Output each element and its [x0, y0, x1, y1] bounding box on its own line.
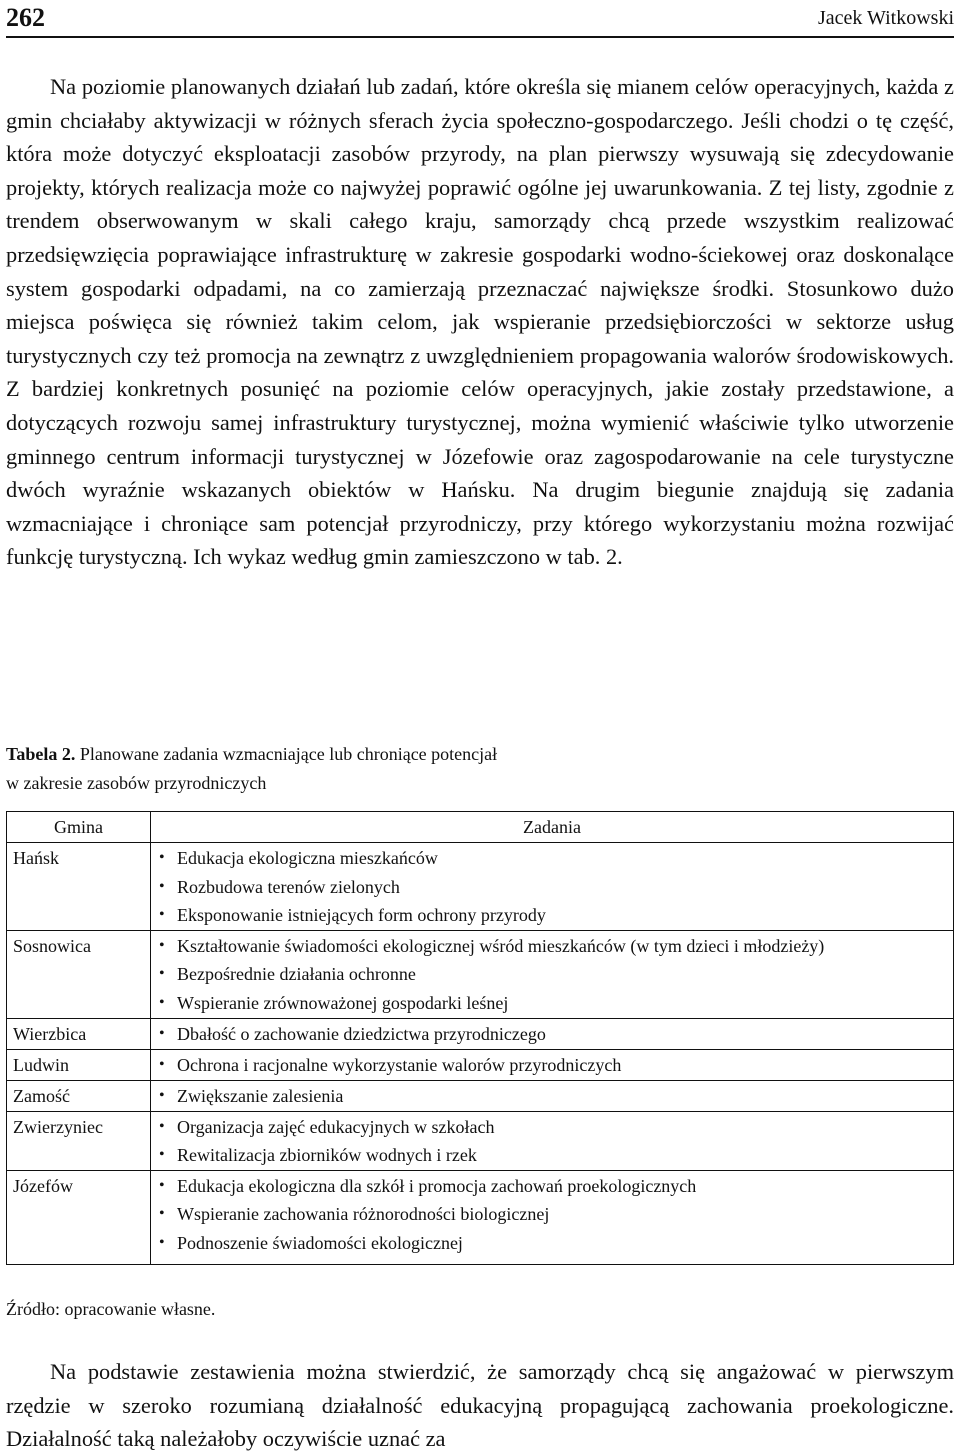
- task-item: [151, 960, 953, 989]
- zadania-cell: [151, 843, 954, 931]
- table-row: [7, 1080, 954, 1111]
- table-caption-title: Planowane zadania wzmacniające lub chroniące potencjał: [79, 744, 498, 764]
- zadania-cell: [151, 1170, 954, 1264]
- gmina-cell: Zamość: [7, 1080, 151, 1111]
- tasks-table: [6, 811, 954, 1265]
- bullet-icon: •: [159, 1146, 165, 1164]
- bullet-icon: •: [159, 1117, 165, 1135]
- task-item: [151, 873, 953, 902]
- running-head-author: Jacek Witkowski: [817, 7, 954, 29]
- column-header-gmina: Gmina: [7, 812, 151, 843]
- task-text: Kształtowanie świadomości ekologicznej wśród mieszkańców (w tym dzieci i młodzieży): [177, 935, 825, 956]
- table-row: [7, 1170, 954, 1264]
- bullet-icon: •: [159, 1205, 165, 1223]
- bullet-icon: •: [159, 965, 165, 983]
- task-list: [151, 1171, 953, 1258]
- task-item: [151, 1020, 953, 1049]
- task-item: [151, 1113, 953, 1142]
- source-note: Źródło: opracowanie własne.: [6, 1299, 216, 1319]
- task-item: [151, 932, 953, 961]
- task-text: Dbałość o zachowanie dziedzictwa przyrodniczego: [177, 1023, 546, 1044]
- zadania-cell: [151, 1111, 954, 1170]
- task-list: [151, 931, 953, 1018]
- column-header-zadania: Zadania: [151, 812, 954, 843]
- task-text: Wspieranie zrównoważonej gospodarki leśnej: [177, 992, 509, 1013]
- gmina-cell: Hańsk: [7, 843, 151, 931]
- bullet-icon: •: [159, 1086, 165, 1104]
- task-text: Organizacja zajęć edukacyjnych w szkołach: [177, 1116, 495, 1137]
- task-text: Edukacja ekologiczna mieszkańców: [177, 848, 438, 868]
- bullet-icon: •: [159, 936, 165, 954]
- task-text: Edukacja ekologiczna dla szkół i promocja zachowań proekologicznych: [177, 1175, 697, 1196]
- zadania-cell: [151, 930, 954, 1018]
- zadania-cell: [151, 1049, 954, 1080]
- task-item: [151, 1172, 953, 1201]
- zadania-cell: [151, 1080, 954, 1111]
- gmina-cell: Sosnowica: [7, 930, 151, 1018]
- zadania-cell: [151, 1018, 954, 1049]
- task-text: Ochrona i racjonalne wykorzystanie walorów przyrodniczych: [177, 1054, 622, 1075]
- page-number: 262: [6, 3, 45, 32]
- task-item: [151, 1051, 953, 1080]
- table-row: [7, 1111, 954, 1170]
- task-item: [151, 1229, 953, 1258]
- task-item: [151, 1200, 953, 1229]
- task-text: Rozbudowa terenów zielonych: [177, 876, 400, 897]
- table-row: [7, 843, 954, 931]
- bullet-icon: •: [159, 1055, 165, 1073]
- task-item: [151, 1082, 953, 1111]
- table-row: [7, 930, 954, 1018]
- body-paragraph: Na poziomie planowanych działań lub zadań, które określa się mianem celów operacyjnych, każda z gmin chciałaby aktywizacji w różnych sferach życia społeczno-gospodarczego. Jeśli chodzi o tę część, która może dotyczyć eksploatacji zasobów przyrody, na plan pierwszy wysuwają się zdecydowanie projekty, których realizacja może co najwyżej poprawić ogólne jej uwarunkowania. Z tej listy, zgodnie z trendem obserwowanym w skali całego kraju, samorządy chcą przede wszystkim realizować przedsięwzięcia poprawiające infrastrukturę w zakresie gospodarki wodno-ściekowej oraz doskonalące system gospodarki odpadami, na co zamierzają przeznaczać największe środki. Stosunkowo dużo miejsca poświęca się również takim celom, jak wspieranie przedsiębiorczości w sektorze usług turystycznych czy też promocja na zewnątrz z uwzględnieniem propagowania walorów środowiskowych. Z bardziej konkretnych posunięć na poziomie celów operacyjnych, jakie zostały przedstawione, a dotyczących rozwoju samej infrastruktury turystycznej, można wymienić właściwie tylko utworzenie gminnego centrum informacji turystycznej w Józefowie oraz zagospodarowanie na cele turystyczne dwóch wyraźnie wskazanych obiektów w Hańsku. Na drugim biegunie znajdują się zadania wzmacniające i chroniące sam potencjał przyrodniczy, przy którego wykorzystaniu można rozwijać funkcję turystyczną. Ich wykaz według gmin zamieszczono w tab. 2.: [6, 74, 954, 570]
- bullet-icon: •: [159, 1233, 165, 1251]
- bullet-icon: •: [159, 993, 165, 1011]
- body-paragraph-continued: Na podstawie zestawienia można stwierdzić, że samorządy chcą się angażować w pierwszym rzędzie w szeroko rozumianą działalność edukacyjną propagującą zachowania proekologiczne. Działalność taką należałoby oczywiście uznać za: [6, 1359, 954, 1452]
- task-list: [151, 1019, 953, 1049]
- bullet-icon: •: [159, 906, 165, 924]
- task-list: [151, 843, 953, 930]
- task-text: Podnoszenie świadomości ekologicznej: [177, 1232, 463, 1253]
- bullet-icon: •: [159, 1024, 165, 1042]
- table-header-row: [7, 812, 954, 843]
- task-item: [151, 989, 953, 1018]
- table-caption-title-continued: w zakresie zasobów przyrodniczych: [6, 773, 267, 793]
- page-header: [6, 0, 954, 38]
- task-item: [151, 1141, 953, 1170]
- gmina-cell: Ludwin: [7, 1049, 151, 1080]
- table-caption: [6, 740, 906, 798]
- task-list: [151, 1050, 953, 1080]
- table-caption-label: Tabela 2.: [6, 744, 76, 764]
- task-item: [151, 844, 953, 873]
- bullet-icon: •: [159, 849, 165, 866]
- gmina-cell: Wierzbica: [7, 1018, 151, 1049]
- task-list: [151, 1081, 953, 1111]
- task-text: Rewitalizacja zbiorników wodnych i rzek: [177, 1145, 477, 1166]
- task-text: Wspieranie zachowania różnorodności biologicznej: [177, 1204, 550, 1225]
- task-text: Bezpośrednie działania ochronne: [177, 964, 416, 985]
- bullet-icon: •: [159, 877, 165, 895]
- task-text: Eksponowanie istniejących form ochrony przyrody: [177, 905, 546, 926]
- table-row: [7, 1049, 954, 1080]
- bullet-icon: •: [159, 1176, 165, 1194]
- task-text: Zwiększanie zalesienia: [177, 1085, 344, 1106]
- task-list: [151, 1112, 953, 1170]
- gmina-cell: Józefów: [7, 1170, 151, 1264]
- table-row: [7, 1018, 954, 1049]
- task-item: [151, 901, 953, 930]
- gmina-cell: Zwierzyniec: [7, 1111, 151, 1170]
